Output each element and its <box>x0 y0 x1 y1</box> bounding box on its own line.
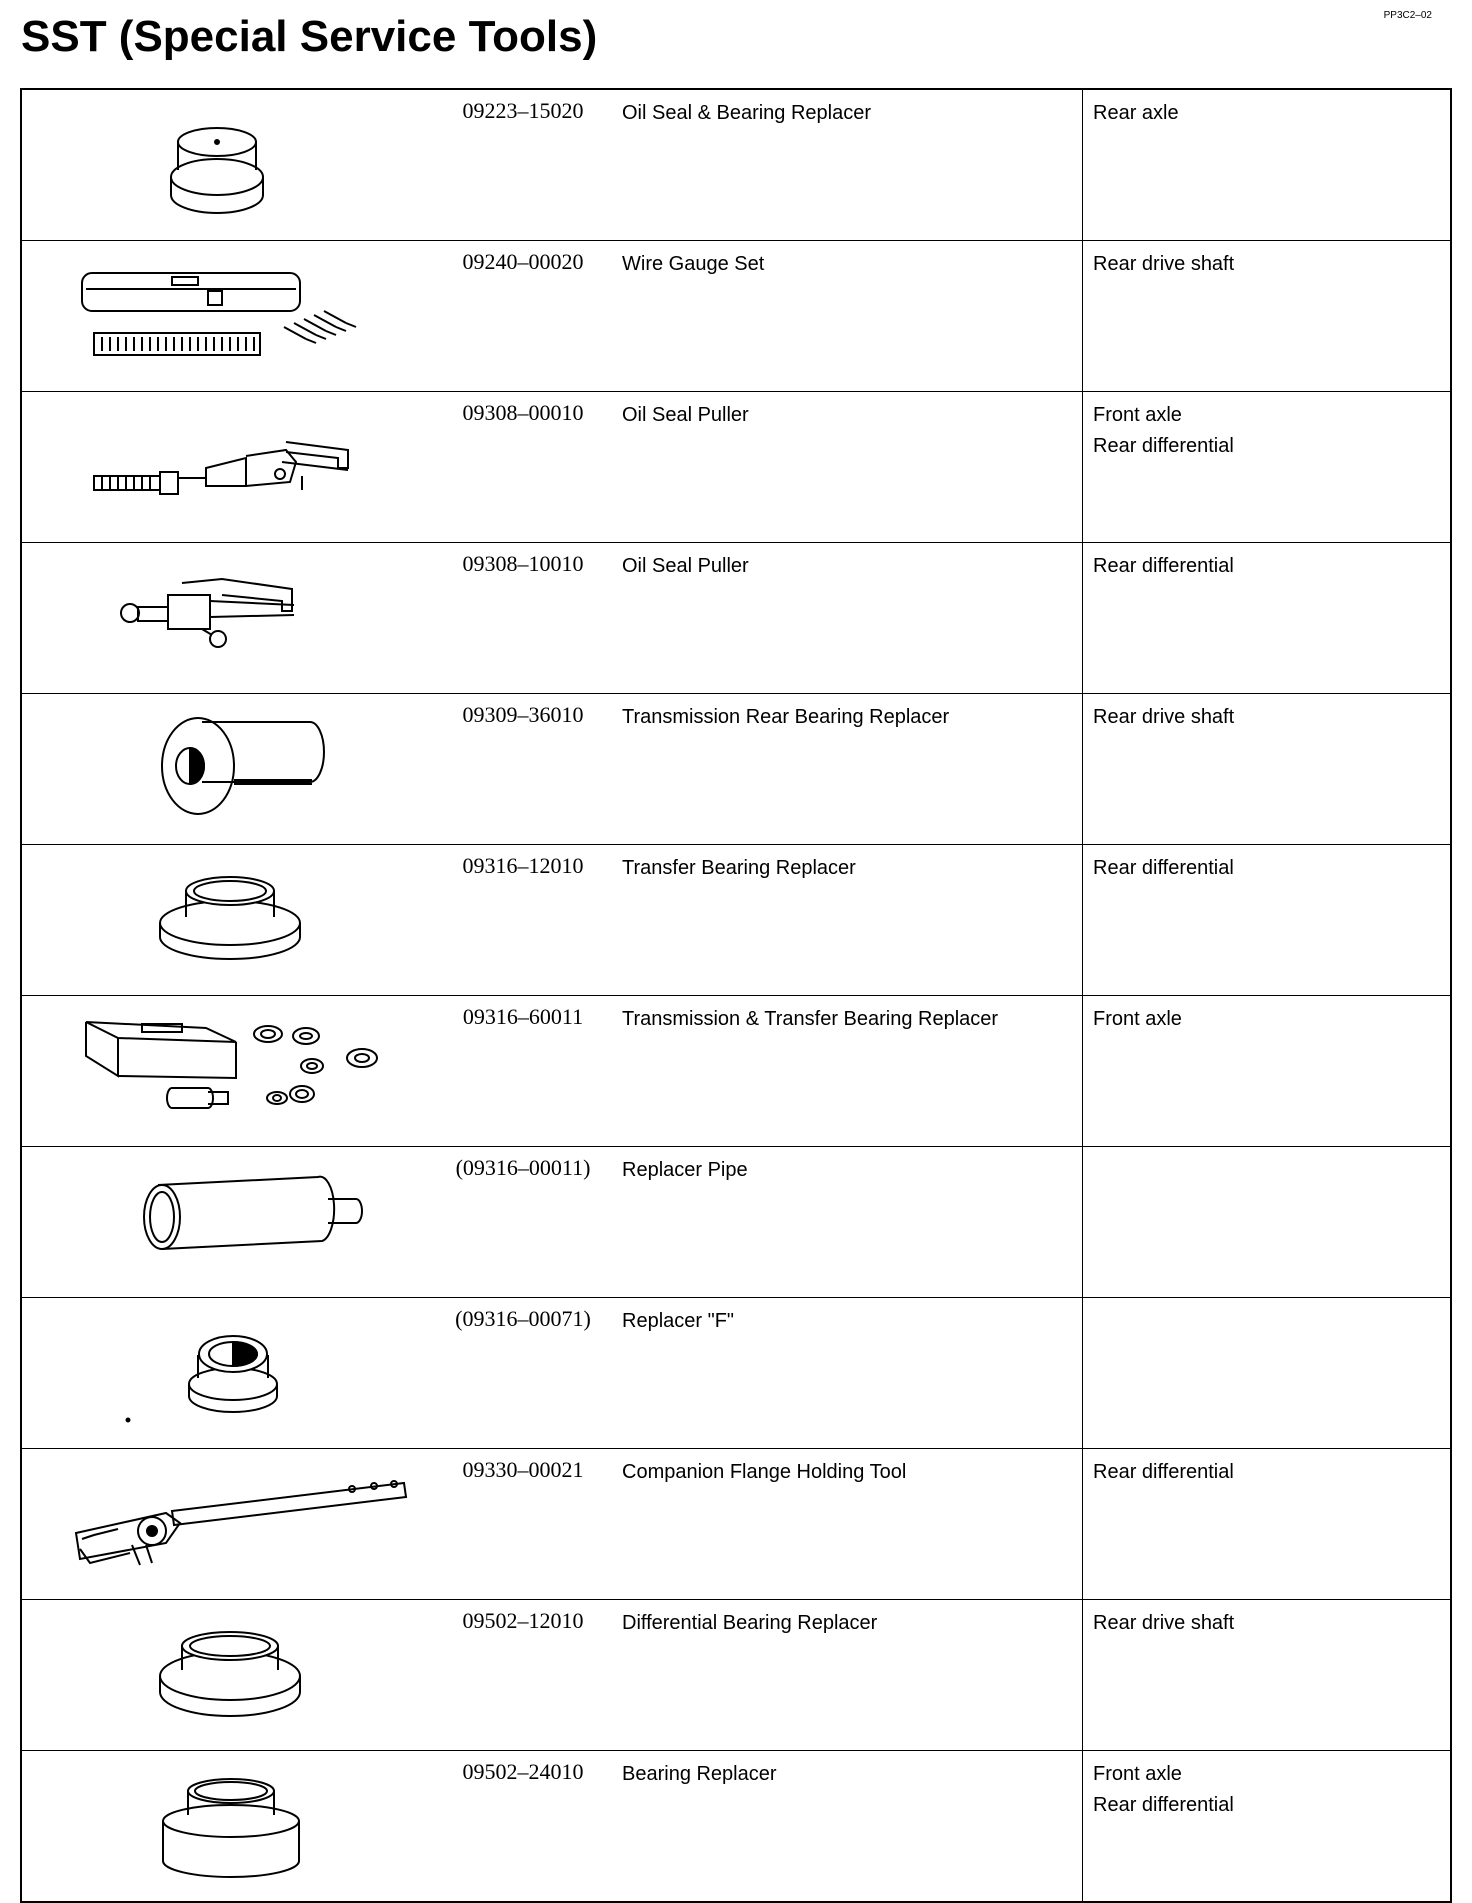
page-code: PP3C2–02 <box>1383 10 1432 21</box>
table-row <box>21 392 1451 543</box>
tool-name: Transfer Bearing Replacer <box>614 845 1083 996</box>
table-row <box>21 996 1451 1147</box>
part-number: 09309–36010 <box>432 694 614 845</box>
tool-name: Oil Seal Puller <box>614 543 1083 694</box>
tool-use <box>1083 845 1452 996</box>
slide-hammer-puller-icon <box>22 392 432 534</box>
table-row <box>21 89 1451 241</box>
use-item: Front axle <box>1093 1763 1182 1785</box>
tool-use <box>1083 392 1452 543</box>
tool-name: Oil Seal & Bearing Replacer <box>622 102 872 124</box>
wire-gauge-set-icon <box>22 241 432 383</box>
tool-illustration <box>21 241 432 392</box>
tool-illustration <box>21 1147 432 1298</box>
ring-replacer-icon <box>22 845 432 987</box>
part-number: 09223–15020 <box>462 98 584 123</box>
part-number: 09502–24010 <box>432 1751 614 1903</box>
tool-illustration <box>21 1298 432 1449</box>
tool-use <box>1083 543 1452 694</box>
tool-illustration <box>21 845 432 996</box>
flange-holding-tool-icon <box>22 1449 432 1591</box>
part-number: 09316–12010 <box>432 845 614 996</box>
use-item: Rear differential <box>1093 435 1234 457</box>
bearing-replacer-tube-icon <box>22 694 432 836</box>
table-row <box>21 1147 1451 1298</box>
tool-illustration <box>21 1600 432 1751</box>
tool-name: Differential Bearing Replacer <box>614 1600 1083 1751</box>
use-item: Rear drive shaft <box>1093 706 1235 728</box>
tool-name: Replacer Pipe <box>614 1147 1083 1298</box>
stepped-replacer-icon <box>22 1751 432 1893</box>
use-item: Rear differential <box>1093 1461 1234 1483</box>
tool-illustration <box>21 543 432 694</box>
part-number: 09330–00021 <box>432 1449 614 1600</box>
part-number: 09308–10010 <box>432 543 614 694</box>
tool-use <box>1083 996 1452 1147</box>
table-row <box>21 543 1451 694</box>
tool-name: Oil Seal Puller <box>614 392 1083 543</box>
use-item: Rear drive shaft <box>1093 253 1235 275</box>
use-item: Rear differential <box>1093 857 1234 879</box>
use-item: Rear axle <box>1093 102 1179 124</box>
replacer-f-icon <box>22 1298 432 1440</box>
part-number: (09316–00071) <box>432 1298 614 1449</box>
tool-illustration <box>21 996 432 1147</box>
table-row <box>21 845 1451 996</box>
tool-use <box>1083 1751 1452 1903</box>
table-row <box>21 694 1451 845</box>
table-row <box>21 1298 1451 1449</box>
tool-name: Companion Flange Holding Tool <box>614 1449 1083 1600</box>
tool-name: Replacer "F" <box>614 1298 1083 1449</box>
seal-replacer-icon <box>22 90 432 232</box>
use-item: Front axle <box>1093 404 1182 426</box>
tool-use <box>1083 89 1452 241</box>
table-row <box>21 1600 1451 1751</box>
tool-illustration <box>21 1751 432 1903</box>
oil-seal-puller-icon <box>22 543 432 685</box>
replacer-set-icon <box>22 996 432 1138</box>
use-item: Front axle <box>1093 1008 1182 1030</box>
tool-use <box>1083 1449 1452 1600</box>
part-number: 09240–00020 <box>432 241 614 392</box>
part-number: 09502–12010 <box>432 1600 614 1751</box>
table-row <box>21 1751 1451 1903</box>
tool-use <box>1083 1147 1452 1298</box>
tool-use <box>1083 1600 1452 1751</box>
use-item: Rear differential <box>1093 555 1234 577</box>
part-number: (09316–00011) <box>432 1147 614 1298</box>
tool-name: Bearing Replacer <box>614 1751 1083 1903</box>
replacer-pipe-icon <box>22 1147 432 1289</box>
part-number: 09316–60011 <box>432 996 614 1147</box>
ring-replacer-icon <box>22 1600 432 1742</box>
table-row <box>21 241 1451 392</box>
tool-use <box>1083 241 1452 392</box>
page-title: SST (Special Service Tools) <box>21 12 598 61</box>
tool-use <box>1083 694 1452 845</box>
sst-table <box>20 88 1452 1903</box>
use-item: Rear drive shaft <box>1093 1612 1235 1634</box>
tool-illustration <box>21 392 432 543</box>
tool-use <box>1083 1298 1452 1449</box>
part-number: 09308–00010 <box>432 392 614 543</box>
table-row <box>21 1449 1451 1600</box>
tool-name: Transmission & Transfer Bearing Replacer <box>614 996 1083 1147</box>
tool-name: Transmission Rear Bearing Replacer <box>614 694 1083 845</box>
tool-illustration <box>21 1449 432 1600</box>
tool-name: Wire Gauge Set <box>614 241 1083 392</box>
tool-illustration <box>21 694 432 845</box>
tool-illustration <box>21 89 432 241</box>
use-item: Rear differential <box>1093 1794 1234 1816</box>
